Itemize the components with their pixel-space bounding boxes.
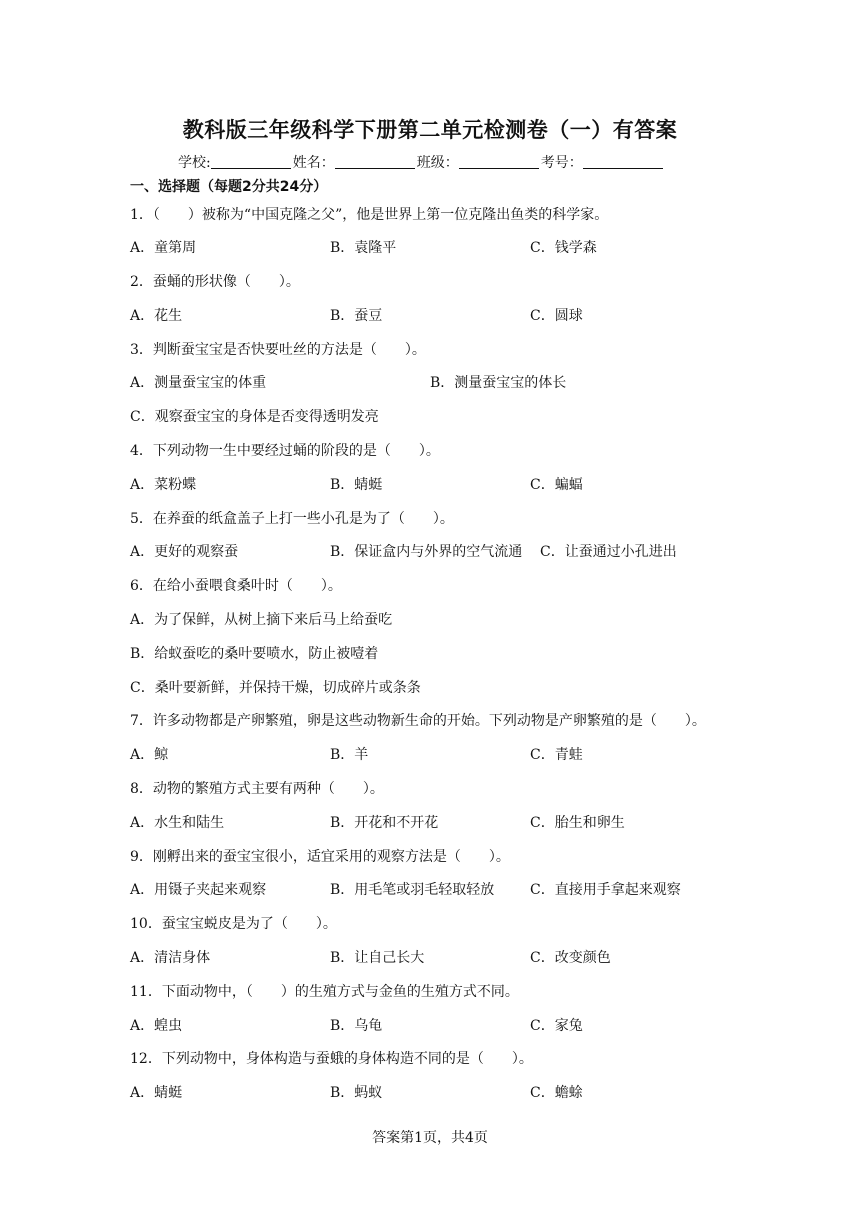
question-9-option-b: B．用毛笔或羽毛轻取轻放	[330, 882, 495, 898]
question-3-stem: 3．判断蚕宝宝是否快要吐丝的方法是（ ）。	[130, 342, 426, 358]
question-9-option-a: A．用镊子夹起来观察	[130, 882, 267, 898]
name-blank[interactable]	[335, 154, 415, 169]
question-5-option-a: A．更好的观察蚕	[130, 544, 239, 560]
question-8-option-b: B．开花和不开花	[330, 815, 439, 831]
question-7-stem: 7．许多动物都是产卵繁殖，卵是这些动物新生命的开始。下列动物是产卵繁殖的是（ ）。	[130, 713, 706, 729]
question-12-option-c: C．蟾蜍	[530, 1085, 583, 1101]
question-8-stem: 8．动物的繁殖方式主要有两种（ ）。	[130, 781, 384, 797]
question-9-stem: 9．刚孵出来的蚕宝宝很小，适宜采用的观察方法是（ ）。	[130, 849, 510, 865]
question-10-option-b: B．让自己长大	[330, 950, 425, 966]
question-4-stem: 4．下列动物一生中要经过蛹的阶段的是（ ）。	[130, 443, 440, 459]
section-title: 一、选择题（每题2分共24分）	[130, 179, 328, 195]
class-label: 班级：	[416, 155, 459, 171]
question-8-option-a: A．水生和陆生	[130, 815, 225, 831]
question-4-option-a: A．菜粉蝶	[130, 477, 197, 493]
question-3-option-c: C．观察蚕宝宝的身体是否变得透明发亮	[130, 409, 379, 425]
exam-title: 教科版三年级科学下册第二单元检测卷（一）有答案	[182, 118, 678, 142]
question-2-option-b: B．蚕豆	[330, 308, 383, 324]
question-5-option-b: B．保证盒内与外界的空气流通	[330, 544, 523, 560]
question-10-option-c: C．改变颜色	[530, 950, 611, 966]
question-5-option-c: C．让蚕通过小孔进出	[540, 544, 677, 560]
question-2-option-a: A．花生	[130, 308, 183, 324]
question-6-option-b: B．给蚁蚕吃的桑叶要喷水，防止被噎着	[130, 646, 379, 662]
question-2-option-c: C．圆球	[530, 308, 583, 324]
question-7-option-c: C．青蛙	[530, 747, 583, 763]
question-4-option-b: B．蜻蜓	[330, 477, 383, 493]
question-3-option-a: A．测量蚕宝宝的体重	[130, 375, 267, 391]
question-6-option-c: C．桑叶要新鲜，并保持干燥，切成碎片或条条	[130, 680, 421, 696]
question-10-option-a: A．清洁身体	[130, 950, 211, 966]
question-12-option-b: B．蚂蚁	[330, 1085, 383, 1101]
name-label: 姓名：	[292, 155, 335, 171]
question-11-stem: 11．下面动物中，（ ）的生殖方式与金鱼的生殖方式不同。	[130, 984, 519, 1000]
number-label: 考号：	[540, 155, 583, 171]
question-6-option-a: A．为了保鲜，从树上摘下来后马上给蚕吃	[130, 612, 393, 628]
question-10-stem: 10．蚕宝宝蜕皮是为了（ ）。	[130, 916, 337, 932]
school-label: 学校:	[178, 155, 211, 171]
question-3-option-b: B．测量蚕宝宝的体长	[430, 375, 567, 391]
question-6-stem: 6．在给小蚕喂食桑叶时（ ）。	[130, 578, 342, 594]
question-1-option-a: A．童第周	[130, 240, 197, 256]
class-blank[interactable]	[459, 154, 539, 169]
question-12-option-a: A．蜻蜓	[130, 1085, 183, 1101]
question-5-stem: 5．在养蚕的纸盒盖子上打一些小孔是为了（ ）。	[130, 511, 454, 527]
question-1-option-c: C．钱学森	[530, 240, 597, 256]
student-info-row	[178, 152, 665, 172]
question-8-option-c: C．胎生和卵生	[530, 815, 625, 831]
page-footer: 答案第1页，共4页	[372, 1130, 488, 1146]
question-1-option-b: B．袁隆平	[330, 240, 397, 256]
question-11-option-c: C．家兔	[530, 1018, 583, 1034]
question-11-option-b: B．乌龟	[330, 1018, 383, 1034]
number-blank[interactable]	[583, 154, 663, 169]
school-blank[interactable]	[211, 154, 291, 169]
question-11-option-a: A．蝗虫	[130, 1018, 183, 1034]
question-2-stem: 2．蚕蛹的形状像（ ）。	[130, 274, 300, 290]
question-4-option-c: C．蝙蝠	[530, 477, 583, 493]
question-1-stem: 1．（ ）被称为“中国克隆之父”，他是世界上第一位克隆出鱼类的科学家。	[130, 207, 609, 223]
question-7-option-b: B．羊	[330, 747, 369, 763]
question-7-option-a: A．鲸	[130, 747, 169, 763]
question-12-stem: 12．下列动物中，身体构造与蚕蛾的身体构造不同的是（ ）。	[130, 1051, 533, 1067]
question-9-option-c: C．直接用手拿起来观察	[530, 882, 681, 898]
